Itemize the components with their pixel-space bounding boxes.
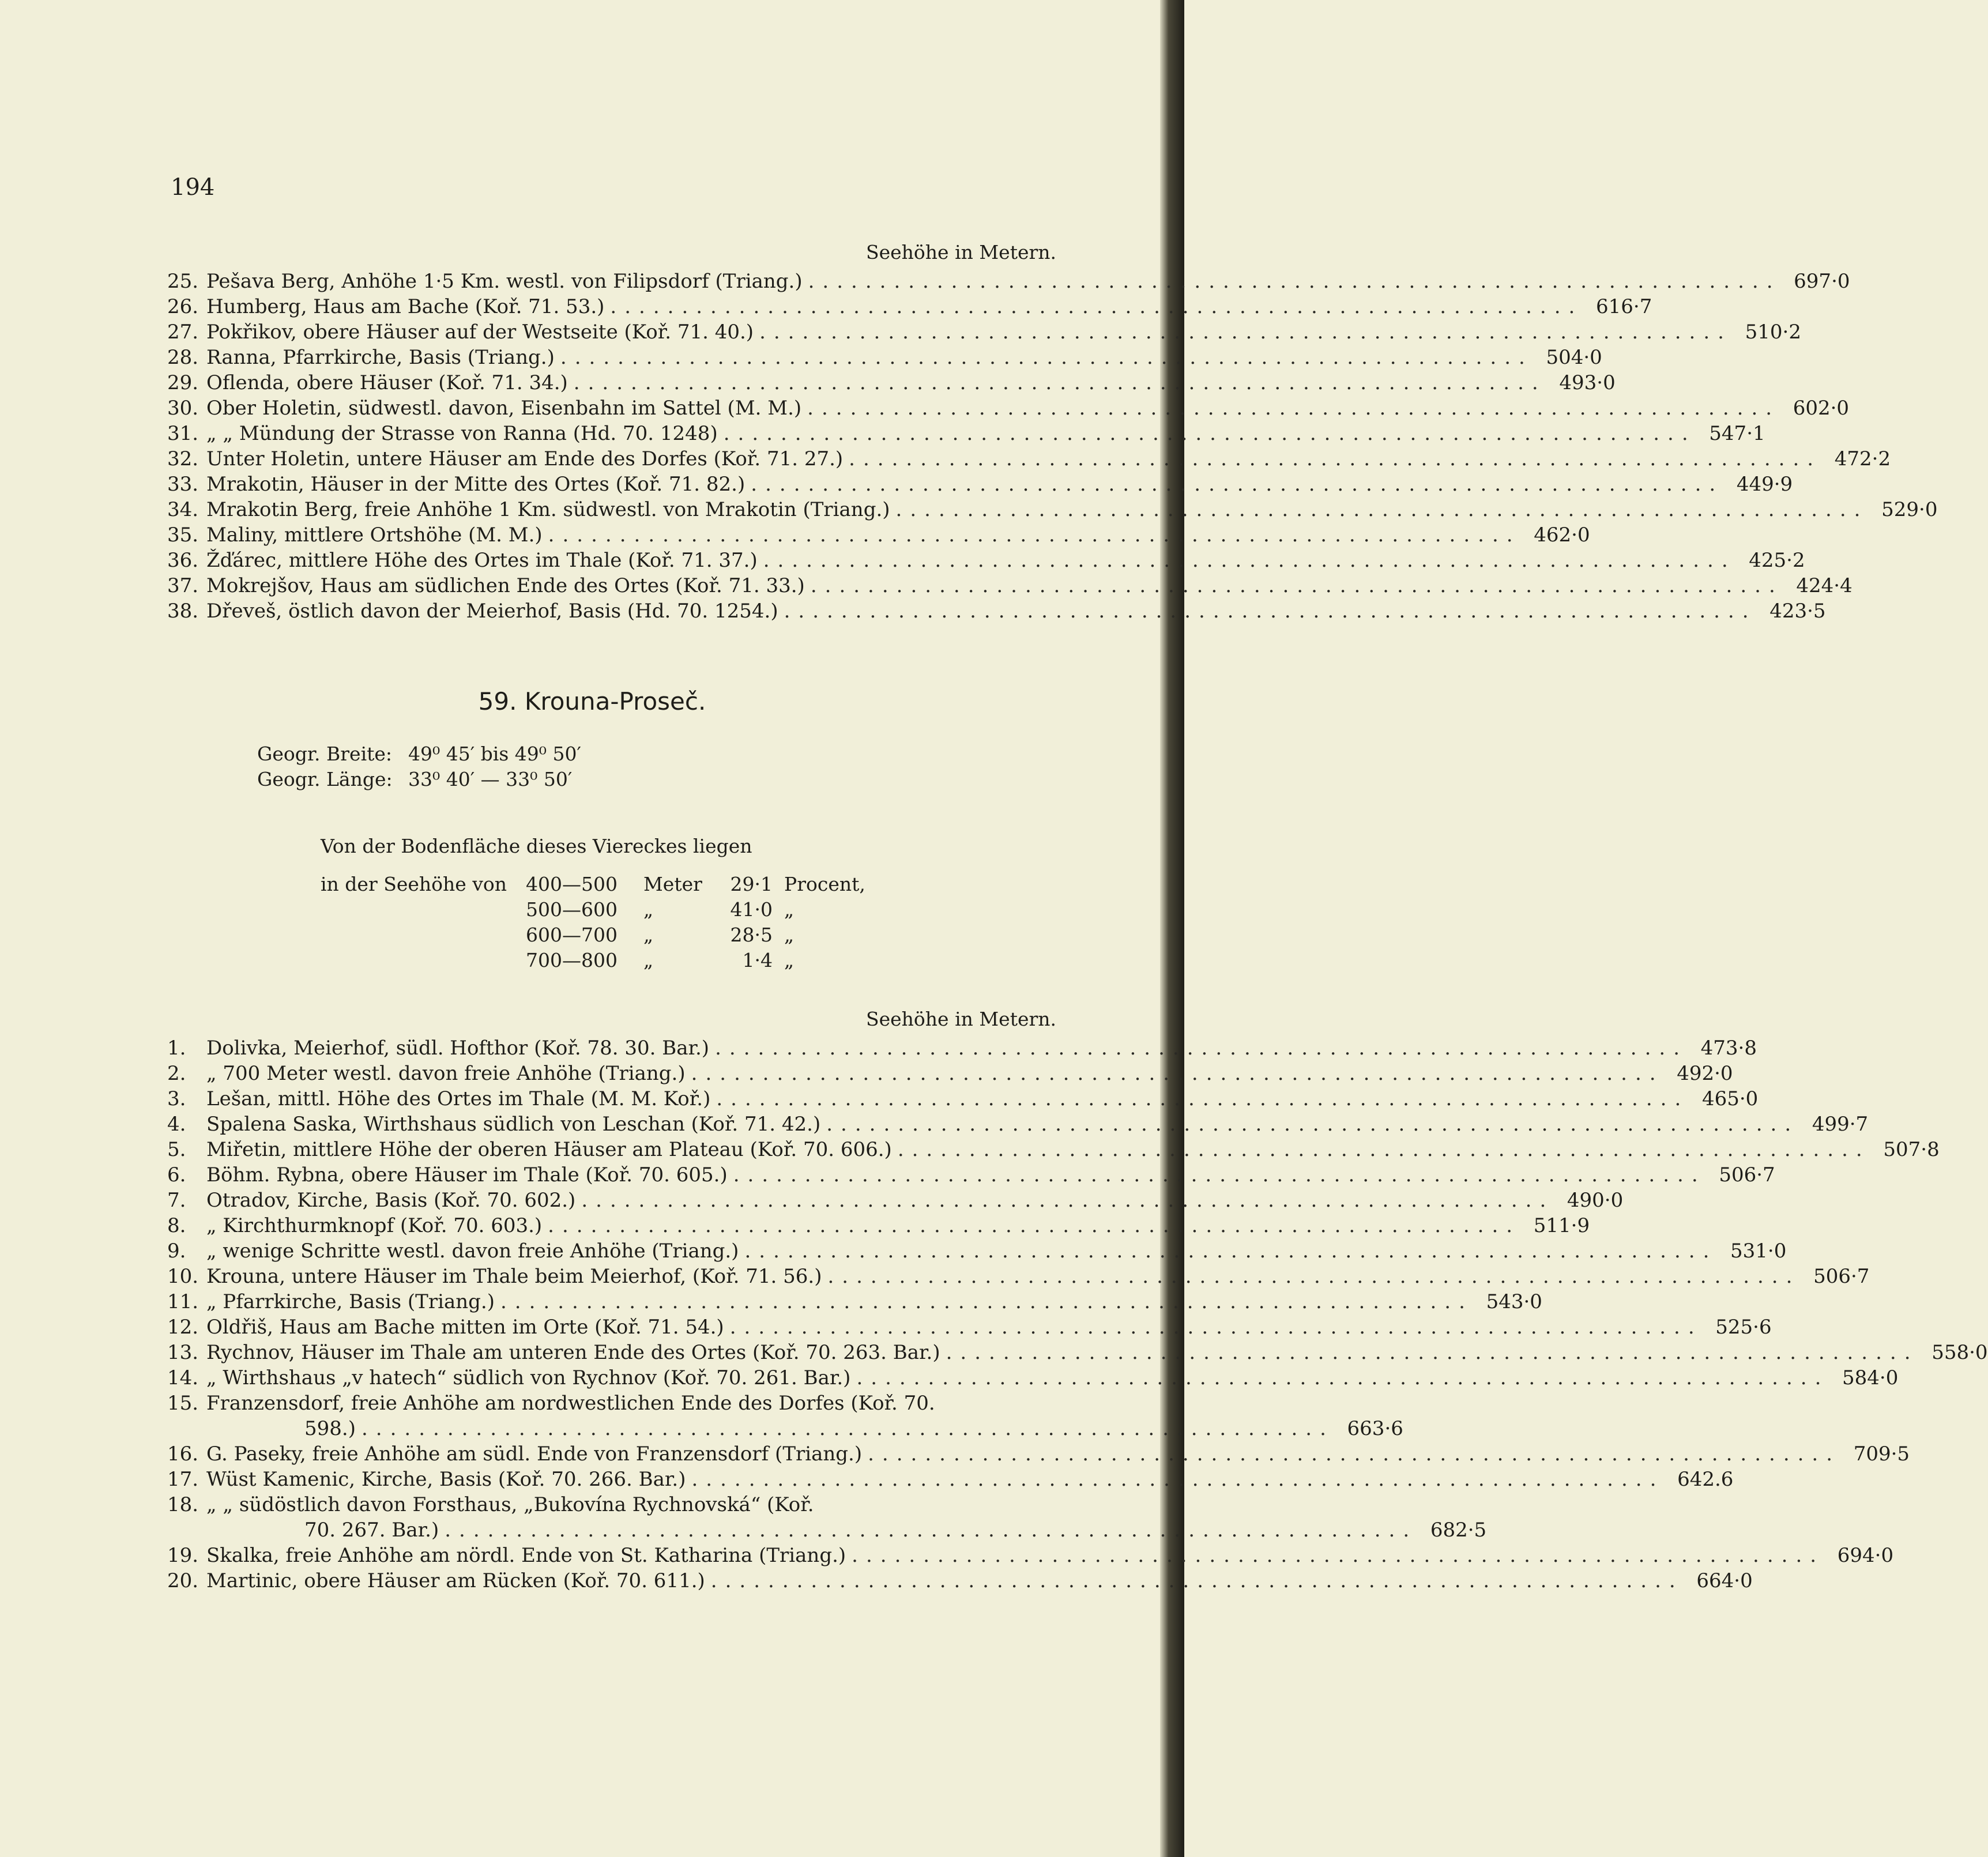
altitude-unit: Meter: [643, 873, 702, 895]
altitude-prefix: [321, 897, 526, 922]
table-row: [167, 573, 1853, 598]
entry-number: 31.: [167, 422, 199, 445]
table-row-continuation: [167, 1517, 1487, 1543]
altitude-suffix: „: [784, 924, 795, 946]
table-row: [167, 1086, 1759, 1112]
entry-number: 12.: [167, 1316, 199, 1339]
leader-dots: ....................................................................: [849, 447, 1822, 470]
leader-dots: ....................................................................: [868, 1442, 1841, 1466]
entry-number: 16.: [167, 1442, 199, 1466]
table-row: [167, 472, 1793, 497]
entry-value: 602·0: [1793, 397, 1850, 420]
entry-number: 13.: [167, 1341, 199, 1364]
entry-text: Spalena Saska, Wirthshaus südlich von Leschan (Koř. 71. 42.): [206, 1113, 821, 1136]
entry-number: 35.: [167, 523, 199, 547]
entry-text: „ Kirchthurmknopf (Koř. 70. 603.): [206, 1214, 543, 1237]
table-row: [167, 1467, 1734, 1492]
entry-value: 504·0: [1546, 346, 1602, 369]
entry-value: 506·7: [1719, 1163, 1775, 1186]
entry-value: 511·9: [1533, 1214, 1590, 1237]
leader-dots: ....................................................................: [810, 574, 1783, 597]
table-row: [167, 1112, 1869, 1137]
entry-number: 11.: [167, 1290, 199, 1313]
entry-text-continued: 598.): [304, 1417, 356, 1440]
entry-number: 38.: [167, 600, 199, 623]
altitude-percent: 29·1: [730, 873, 773, 895]
altitude-range: 400—500: [526, 873, 618, 895]
entry-value: 697·0: [1794, 270, 1850, 293]
altitude-range: 500—600: [526, 898, 618, 921]
entry-text: G. Paseky, freie Anhöhe am südl. Ende von Franzensdorf (Triang.): [206, 1442, 863, 1466]
altitude-percent: 41·0: [730, 898, 773, 921]
intro-text: Von der Bodenfläche dieses Viereckes liegen: [321, 835, 752, 857]
entry-text: Skalka, freie Anhöhe am nördl. Ende von St. Katharina (Triang.): [206, 1544, 846, 1567]
entry-value: 490·0: [1567, 1189, 1624, 1212]
entry-text: Pokřikov, obere Häuser auf der Westseite (Koř. 71. 40.): [206, 321, 754, 344]
table-row: [167, 1391, 1056, 1416]
table-row: [167, 1340, 1988, 1365]
bottom-entries-table: [167, 1035, 1988, 1594]
entry-value: 472·2: [1834, 447, 1891, 470]
leader-dots: ....................................................................: [807, 397, 1780, 420]
entry-text: Humberg, Haus am Bache (Koř. 71. 53.): [206, 295, 605, 318]
entry-text: Lešan, mittl. Höhe des Ortes im Thale (M. M. Koř.): [206, 1087, 711, 1110]
leader-dots: ....................................................................: [715, 1037, 1688, 1060]
table-row: [167, 421, 1765, 446]
entry-value: 584·0: [1842, 1366, 1899, 1389]
table-row: [167, 598, 1826, 624]
altitude-unit: „: [643, 949, 654, 971]
entry-number: 3.: [167, 1087, 186, 1110]
entry-value: 709·5: [1853, 1442, 1910, 1466]
altitude-row: [321, 948, 865, 973]
leader-dots: ....................................................................: [759, 321, 1732, 344]
entry-text: „ wenige Schritte westl. davon freie Anhöhe (Triang.): [206, 1240, 739, 1263]
entry-text-continued: 70. 267. Bar.): [304, 1519, 439, 1542]
leader-dots: ....................................................................: [691, 1468, 1665, 1491]
altitude-prefix: in der Seehöhe von: [321, 873, 507, 895]
entry-value: 531·0: [1730, 1240, 1787, 1263]
entry-text: Pešava Berg, Anhöhe 1·5 Km. westl. von Filipsdorf (Triang.): [206, 270, 803, 293]
table-row: [167, 1238, 1787, 1264]
table-row: [167, 395, 1850, 421]
entry-number: 29.: [167, 371, 199, 394]
table-row: [167, 548, 1805, 573]
entry-number: 26.: [167, 295, 199, 318]
entry-text: Miřetin, mittlere Höhe der oberen Häuser am Plateau (Koř. 70. 606.): [206, 1138, 892, 1161]
table-row: [167, 345, 1602, 370]
table-row: [167, 1188, 1624, 1213]
leader-dots: ....................................................................: [733, 1163, 1706, 1186]
altitude-percent: 1·4: [742, 949, 773, 971]
leader-dots: ....................................................................: [581, 1189, 1554, 1212]
altitude-suffix: „: [784, 898, 795, 921]
altitude-suffix: Procent,: [784, 873, 865, 895]
entry-text: Maliny, mittlere Ortshöhe (M. M.): [206, 523, 543, 547]
altitude-unit: „: [643, 924, 654, 946]
entry-text: „ „ Mündung der Strasse von Ranna (Hd. 70. 1248): [206, 422, 718, 445]
leader-dots: ....................................................................: [548, 523, 1521, 547]
entry-text: Mokrejšov, Haus am südlichen Ende des Ortes (Koř. 71. 33.): [206, 574, 805, 597]
table-row: [167, 1441, 1910, 1467]
table-row: [167, 1492, 1056, 1517]
entry-text: Böhm. Rybna, obere Häuser im Thale (Koř. 70. 605.): [206, 1163, 728, 1186]
entry-text: Martinic, obere Häuser am Rücken (Koř. 70. 611.): [206, 1569, 705, 1592]
entry-number: 37.: [167, 574, 199, 597]
altitude-suffix: „: [784, 949, 795, 971]
leader-dots: ....................................................................: [744, 1240, 1718, 1263]
entry-value: 423·5: [1769, 600, 1826, 623]
leader-dots: ....................................................................: [610, 295, 1583, 318]
leader-dots: ....................................................................: [897, 1138, 1870, 1161]
altitude-row: [321, 872, 865, 897]
entry-number: 32.: [167, 447, 199, 470]
table-row: [167, 370, 1616, 395]
entry-number: 15.: [167, 1392, 199, 1415]
geo-latitude: [257, 741, 581, 767]
page-number: 194: [171, 174, 215, 201]
entry-value: 510·2: [1745, 321, 1801, 344]
table-row: [167, 1314, 1772, 1340]
entry-number: 2.: [167, 1062, 186, 1085]
entry-text: Žďárec, mittlere Höhe des Ortes im Thale (Koř. 71. 37.): [206, 549, 758, 572]
leader-dots: ....................................................................: [946, 1341, 1919, 1364]
table-row: [167, 319, 1801, 345]
entry-value: 424·4: [1796, 574, 1853, 597]
entry-number: 28.: [167, 346, 199, 369]
entry-number: 4.: [167, 1113, 186, 1136]
entry-number: 27.: [167, 321, 199, 344]
leader-dots: ....................................................................: [856, 1366, 1829, 1389]
entry-value: 462·0: [1534, 523, 1590, 547]
entry-value: 506·7: [1813, 1265, 1870, 1288]
entry-text: „ Wirthshaus „v hatech“ südlich von Rychnov (Koř. 70. 261. Bar.): [206, 1366, 851, 1389]
leader-dots: ....................................................................: [763, 549, 1736, 572]
entry-number: 14.: [167, 1366, 199, 1389]
leader-dots: ....................................................................: [895, 498, 1869, 521]
altitude-range: 700—800: [526, 949, 618, 971]
leader-dots: ....................................................................: [784, 600, 1757, 623]
entry-value: 449·9: [1736, 473, 1793, 496]
altitude-range: 600—700: [526, 924, 618, 946]
entry-number: 6.: [167, 1163, 186, 1186]
entry-number: 33.: [167, 473, 199, 496]
table-row: [167, 1061, 1733, 1086]
entry-value: 642.6: [1677, 1468, 1734, 1491]
longitude-label: Geogr. Länge:: [257, 768, 393, 790]
altitude-prefix: [321, 948, 526, 973]
leader-dots: ....................................................................: [827, 1265, 1801, 1288]
entry-number: 8.: [167, 1214, 186, 1237]
table-row: [167, 1568, 1753, 1594]
entry-text: „ „ südöstlich davon Forsthaus, „Bukovína Rychnovská“ (Koř.: [206, 1493, 814, 1516]
entry-text: Krouna, untere Häuser im Thale beim Meierhof, (Koř. 71. 56.): [206, 1265, 822, 1288]
entry-value: 425·2: [1749, 549, 1805, 572]
altitude-row: [321, 922, 865, 948]
entry-text: Otradov, Kirche, Basis (Koř. 70. 602.): [206, 1189, 576, 1212]
entry-number: 7.: [167, 1189, 186, 1212]
entry-text: Wüst Kamenic, Kirche, Basis (Koř. 70. 266. Bar.): [206, 1468, 686, 1491]
leader-dots: ....................................................................: [716, 1087, 1689, 1110]
top-entries-table: [167, 269, 1938, 624]
entry-text: „ Pfarrkirche, Basis (Triang.): [206, 1290, 495, 1313]
entry-number: 20.: [167, 1569, 199, 1592]
entry-value: 525·6: [1715, 1316, 1772, 1339]
leader-dots: ....................................................................: [729, 1316, 1703, 1339]
entry-text: Franzensdorf, freie Anhöhe am nordwestlichen Ende des Dorfes (Koř. 70.: [206, 1392, 935, 1415]
entry-value: 694·0: [1837, 1544, 1894, 1567]
leader-dots: ....................................................................: [361, 1417, 1334, 1440]
entry-value: 547·1: [1709, 422, 1765, 445]
entry-value: 664·0: [1696, 1569, 1753, 1592]
entry-text: Dolivka, Meierhof, südl. Hofthor (Koř. 78. 30. Bar.): [206, 1037, 710, 1060]
entry-text: Dřeveš, östlich davon der Meierhof, Basis (Hd. 70. 1254.): [206, 600, 778, 623]
entry-number: 19.: [167, 1544, 199, 1567]
table-row-continuation: [167, 1416, 1403, 1441]
table-row: [167, 1137, 1940, 1162]
leader-dots: ....................................................................: [710, 1569, 1684, 1592]
table-row: [167, 1035, 1757, 1061]
leader-dots: ....................................................................: [573, 371, 1546, 394]
entry-value: 558·0: [1931, 1341, 1988, 1364]
entry-value: 663·6: [1347, 1417, 1403, 1440]
table-row: [167, 1543, 1894, 1568]
entry-text: Oflenda, obere Häuser (Koř. 71. 34.): [206, 371, 568, 394]
entry-value: 529·0: [1881, 498, 1938, 521]
leader-dots: ....................................................................: [500, 1290, 1473, 1313]
geo-longitude: [257, 767, 572, 792]
table-row: [167, 1162, 1775, 1188]
entry-text: Ranna, Pfarrkirche, Basis (Triang.): [206, 346, 555, 369]
latitude-value: 49⁰ 45′ bis 49⁰ 50′: [408, 743, 581, 765]
entry-value: 682·5: [1430, 1519, 1487, 1542]
entry-value: 493·0: [1559, 371, 1616, 394]
entry-text: Oldřiš, Haus am Bache mitten im Orte (Koř. 71. 54.): [206, 1316, 724, 1339]
entry-number: 36.: [167, 549, 199, 572]
leader-dots: ....................................................................: [548, 1214, 1521, 1237]
entry-number: 1.: [167, 1037, 186, 1060]
altitude-prefix: [321, 922, 526, 948]
leader-dots: ....................................................................: [751, 473, 1724, 496]
longitude-value: 33⁰ 40′ — 33⁰ 50′: [408, 768, 573, 790]
entry-value: 465·0: [1701, 1087, 1759, 1110]
entry-text: „ 700 Meter westl. davon freie Anhöhe (Triang.): [206, 1062, 686, 1085]
unit-header-2: Seehöhe in Metern.: [866, 1008, 1056, 1030]
entry-text: Ober Holetin, südwestl. davon, Eisenbahn im Sattel (M. M.): [206, 397, 802, 420]
unit-header: Seehöhe in Metern.: [866, 241, 1056, 263]
leader-dots: ....................................................................: [691, 1062, 1664, 1085]
entry-number: 9.: [167, 1240, 186, 1263]
entry-text: Rychnov, Häuser im Thale am unteren Ende des Ortes (Koř. 70. 263. Bar.): [206, 1341, 940, 1364]
entry-value: 499·7: [1812, 1113, 1869, 1136]
table-row: [167, 1213, 1590, 1238]
entry-text: Mrakotin, Häuser in der Mitte des Ortes (Koř. 71. 82.): [206, 473, 745, 496]
leader-dots: ....................................................................: [852, 1544, 1825, 1567]
entry-number: 10.: [167, 1265, 199, 1288]
entry-number: 17.: [167, 1468, 199, 1491]
entry-value: 492·0: [1677, 1062, 1733, 1085]
entry-value: 473·8: [1700, 1037, 1757, 1060]
altitude-percent: 28·5: [730, 924, 773, 946]
entry-text: Mrakotin Berg, freie Anhöhe 1 Km. südwestl. von Mrakotin (Triang.): [206, 498, 890, 521]
table-row: [167, 446, 1891, 472]
leader-dots: ....................................................................: [826, 1113, 1799, 1136]
entry-text: Unter Holetin, untere Häuser am Ende des Dorfes (Koř. 71. 27.): [206, 447, 844, 470]
altitude-distribution: [321, 872, 865, 973]
table-row: [167, 1264, 1870, 1289]
entry-number: 5.: [167, 1138, 186, 1161]
entry-number: 34.: [167, 498, 199, 521]
altitude-unit: „: [643, 898, 654, 921]
leader-dots: ....................................................................: [445, 1519, 1418, 1542]
latitude-label: Geogr. Breite:: [257, 743, 393, 765]
table-row: [167, 1289, 1542, 1314]
entry-number: 18.: [167, 1493, 199, 1516]
table-row: [167, 497, 1938, 522]
section-title: 59. Krouna-Proseč.: [478, 687, 706, 715]
entry-number: 25.: [167, 270, 199, 293]
leader-dots: ....................................................................: [723, 422, 1696, 445]
table-row: [167, 1365, 1899, 1391]
entry-value: 543·0: [1486, 1290, 1542, 1313]
table-row: [167, 522, 1590, 548]
leader-dots: ....................................................................: [808, 270, 1781, 293]
altitude-row: [321, 897, 865, 922]
entry-number: 30.: [167, 397, 199, 420]
entry-value: 507·8: [1883, 1138, 1940, 1161]
table-row: [167, 294, 1652, 319]
entry-value: 616·7: [1595, 295, 1652, 318]
table-row: [167, 269, 1850, 294]
leader-dots: ....................................................................: [560, 346, 1533, 369]
